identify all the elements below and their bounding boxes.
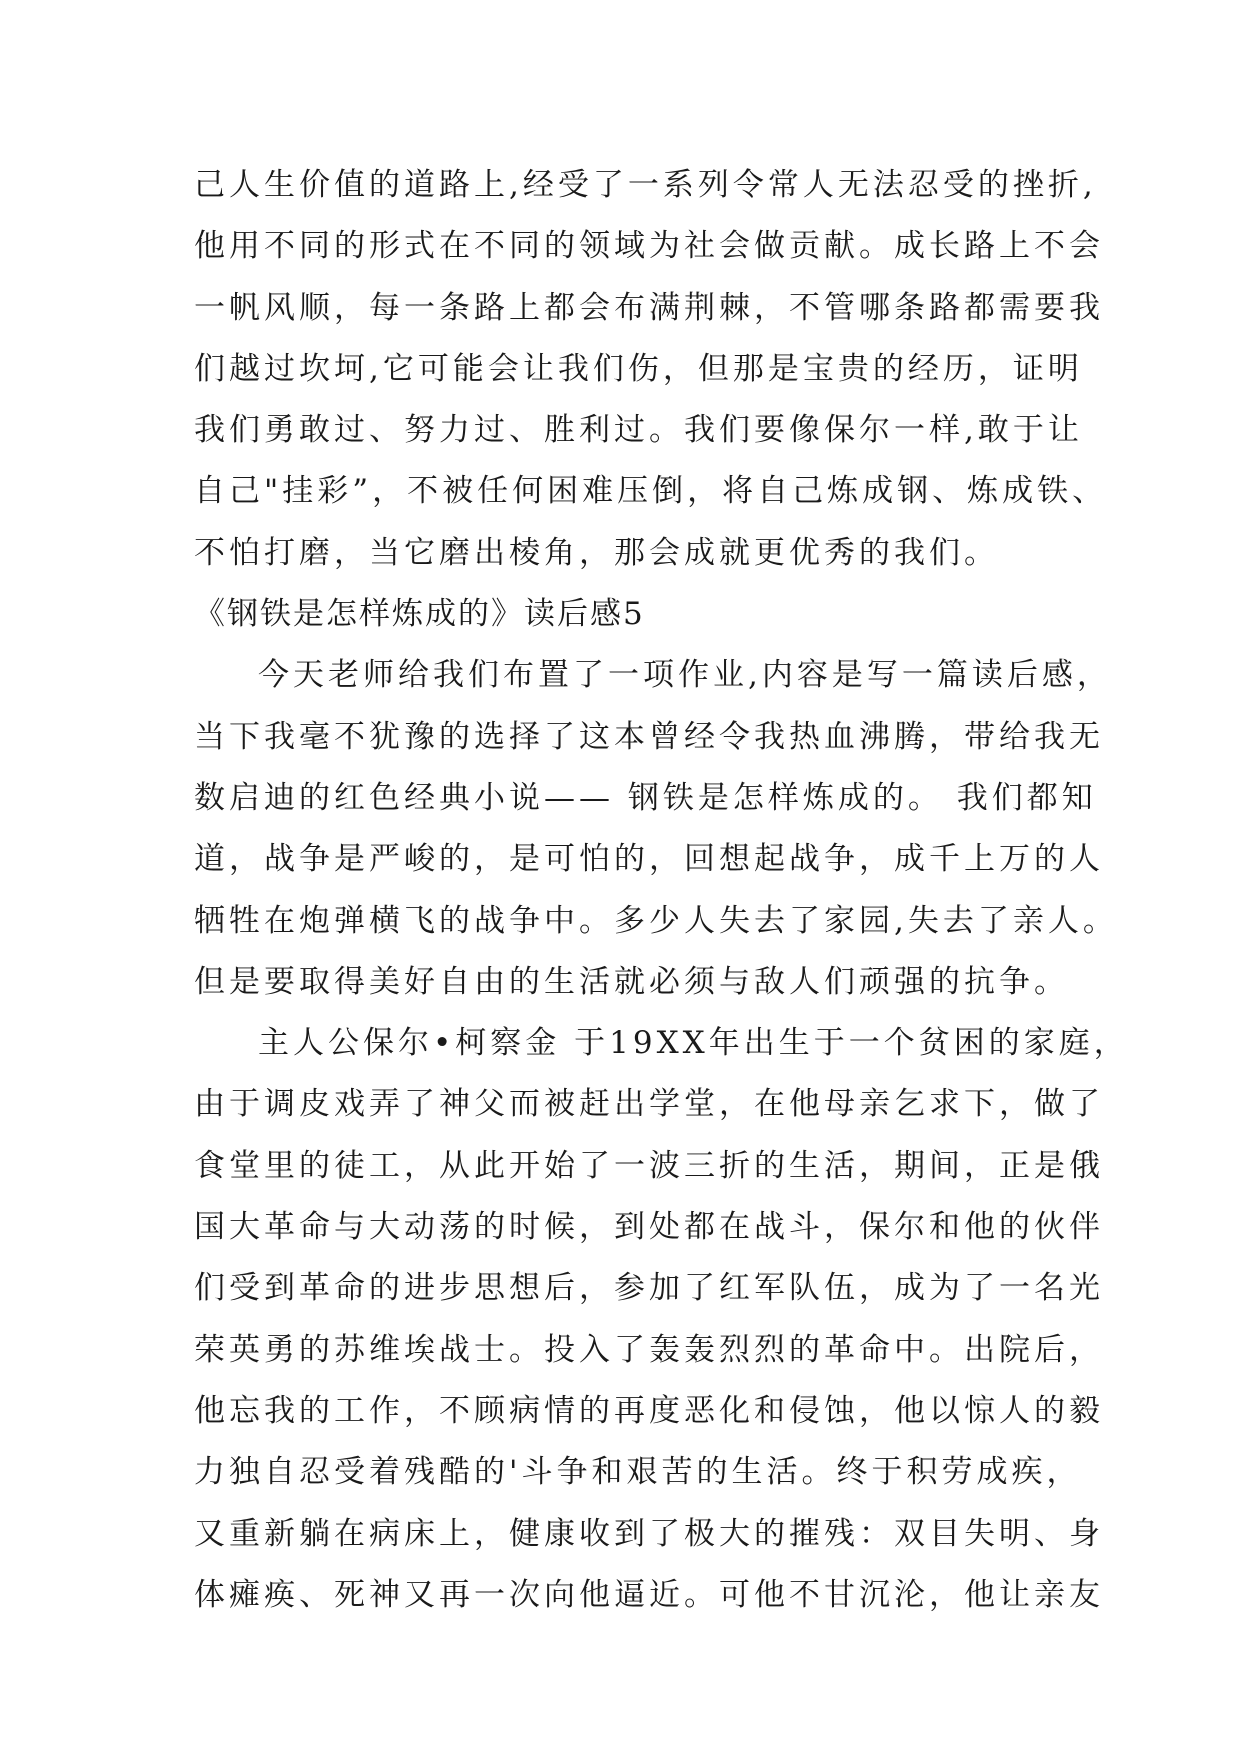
text-line: 又重新躺在病床上，健康收到了极大的摧残：双目失明、身 bbox=[194, 1515, 1104, 1552]
text-line: 食堂里的徒工，从此开始了一波三折的生活，期间，正是俄 bbox=[194, 1147, 1104, 1184]
text-line: 他忘我的工作，不顾病情的再度恶化和侵蚀，他以惊人的毅 bbox=[194, 1392, 1104, 1429]
text-line: 国大革命与大动荡的时候，到处都在战斗，保尔和他的伙伴 bbox=[194, 1209, 1104, 1246]
text-line: 体瘫痪、死神又再一次向他逼近。可他不甘沉沦，他让亲友 bbox=[194, 1576, 1104, 1613]
section-heading: 《钢铁是怎样炼成的》读后感5 bbox=[194, 596, 645, 633]
text-line: 道，战争是严峻的，是可怕的，回想起战争，成千上万的人 bbox=[194, 841, 1104, 878]
text-line: 己人生价值的道路上,经受了一系列令常人无法忍受的挫折, bbox=[194, 167, 1097, 203]
text-line: 我们勇敢过、努力过、胜利过。我们要像保尔一样,敢于让 bbox=[194, 412, 1083, 449]
text-line: 一帆风顺，每一条路上都会布满荆棘，不管哪条路都需要我 bbox=[194, 289, 1104, 326]
document-body bbox=[194, 155, 1129, 1626]
text-line: 由于调皮戏弄了神父而被赶出学堂，在他母亲乞求下，做了 bbox=[194, 1086, 1104, 1123]
text-line: 力独自忍受着残酷的'斗争和艰苦的生活。终于积劳成疾， bbox=[194, 1454, 1082, 1491]
text-line: 今天老师给我们布置了一项作业,内容是写一篇读后感， bbox=[258, 657, 1112, 694]
paragraph-continued bbox=[194, 155, 1108, 584]
text-line: 数启迪的红色经典小说—— 钢铁是怎样炼成的。 我们都知 bbox=[194, 779, 1097, 816]
text-line: 但是要取得美好自由的生活就必须与敌人们顽强的抗争。 bbox=[194, 963, 1069, 1000]
text-line: 当下我毫不犹豫的选择了这本曾经令我热血沸腾，带给我无 bbox=[194, 718, 1104, 755]
text-line: 们受到革命的进步思想后，参加了红军队伍，成为了一名光 bbox=[194, 1270, 1104, 1307]
text-line: 荣英勇的苏维埃战士。投入了轰轰烈烈的革命中。出院后， bbox=[194, 1331, 1104, 1368]
text-line: 牺牲在炮弹横飞的战争中。多少人失去了家园,失去了亲人。 bbox=[194, 902, 1118, 939]
paragraph bbox=[194, 645, 1118, 1013]
text-line: 自己"挂彩”，不被任何困难压倒，将自己炼成钢、炼成铁、 bbox=[194, 473, 1108, 510]
text-line: 不怕打磨，当它磨出棱角，那会成就更优秀的我们。 bbox=[194, 534, 999, 571]
paragraph bbox=[194, 1013, 1129, 1626]
text-line: 们越过坎坷,它可能会让我们伤，但那是宝贵的经历，证明 bbox=[194, 350, 1083, 387]
text-line: 主人公保尔•柯察金 于19XX年出生于一个贫困的家庭， bbox=[258, 1025, 1129, 1062]
text-line: 他用不同的形式在不同的领域为社会做贡献。成长路上不会 bbox=[194, 228, 1104, 265]
